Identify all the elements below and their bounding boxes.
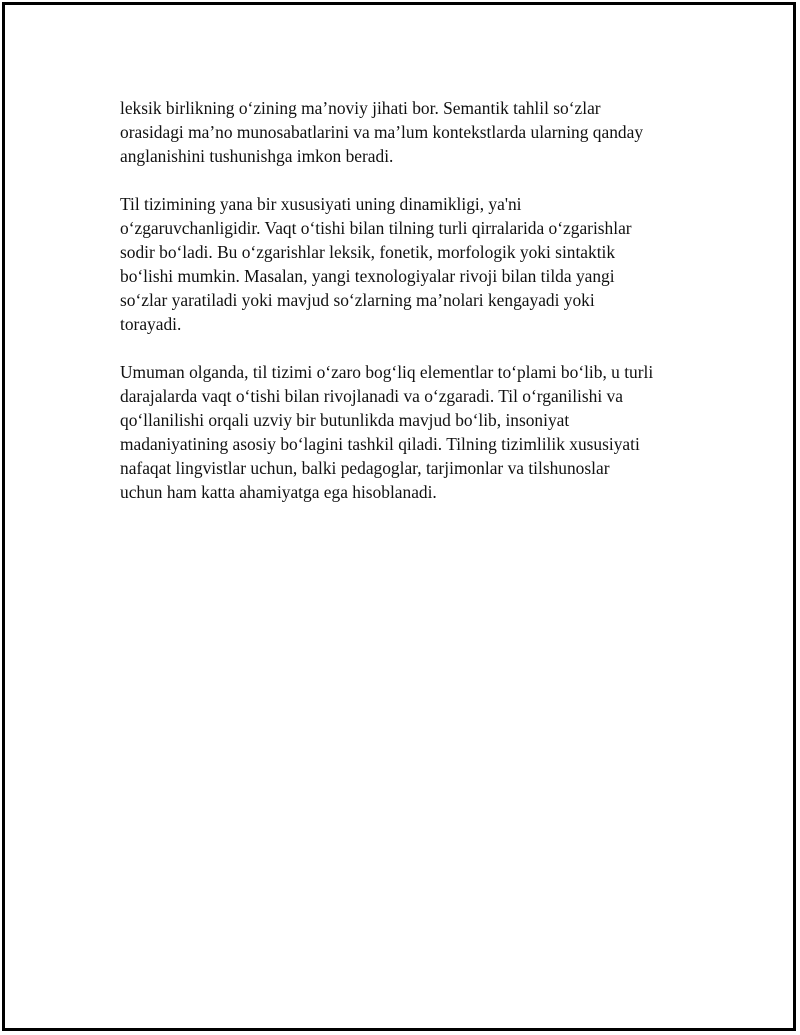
- text-line: nafaqat lingvistlar uchun, balki pedagoglar, tarjimonlar va tilshunoslar: [120, 458, 610, 478]
- text-line: o‘zgaruvchanligidir. Vaqt o‘tishi bilan tilning turli qirralarida o‘zgarishlar: [120, 218, 632, 238]
- text-line: so‘zlar yaratiladi yoki mavjud so‘zlarning ma’nolari kengayadi yoki: [120, 290, 595, 310]
- paragraph-1: [120, 96, 695, 168]
- text-line: orasidagi ma’no munosabatlarini va ma’lum kontekstlarda ularning qanday: [120, 122, 644, 142]
- text-line: qo‘llanilishi orqali uzviy bir butunlikda mavjud bo‘lib, insoniyat: [120, 410, 570, 430]
- document-body: [120, 96, 695, 528]
- text-line: darajalarda vaqt o‘tishi bilan rivojlanadi va o‘zgaradi. Til o‘rganilishi va: [120, 386, 623, 406]
- text-line: leksik birlikning o‘zining ma’noviy jihati bor. Semantik tahlil so‘zlar: [120, 98, 601, 118]
- text-line: torayadi.: [120, 314, 182, 334]
- paragraph-2: [120, 192, 695, 336]
- text-line: sodir bo‘ladi. Bu o‘zgarishlar leksik, fonetik, morfologik yoki sintaktik: [120, 242, 616, 262]
- text-line: bo‘lishi mumkin. Masalan, yangi texnologiyalar rivoji bilan tilda yangi: [120, 266, 615, 286]
- text-line: anglanishini tushunishga imkon beradi.: [120, 146, 394, 166]
- page-frame: [2, 2, 796, 1031]
- text-line: uchun ham katta ahamiyatga ega hisoblanadi.: [120, 482, 437, 502]
- text-line: Umuman olganda, til tizimi o‘zaro bog‘liq elementlar to‘plami bo‘lib, u turli: [120, 362, 654, 382]
- text-line: Til tizimining yana bir xususiyati uning dinamikligi, ya'ni: [120, 194, 522, 214]
- text-line: madaniyatining asosiy bo‘lagini tashkil qiladi. Tilning tizimlilik xususiyati: [120, 434, 640, 454]
- paragraph-3: [120, 360, 695, 504]
